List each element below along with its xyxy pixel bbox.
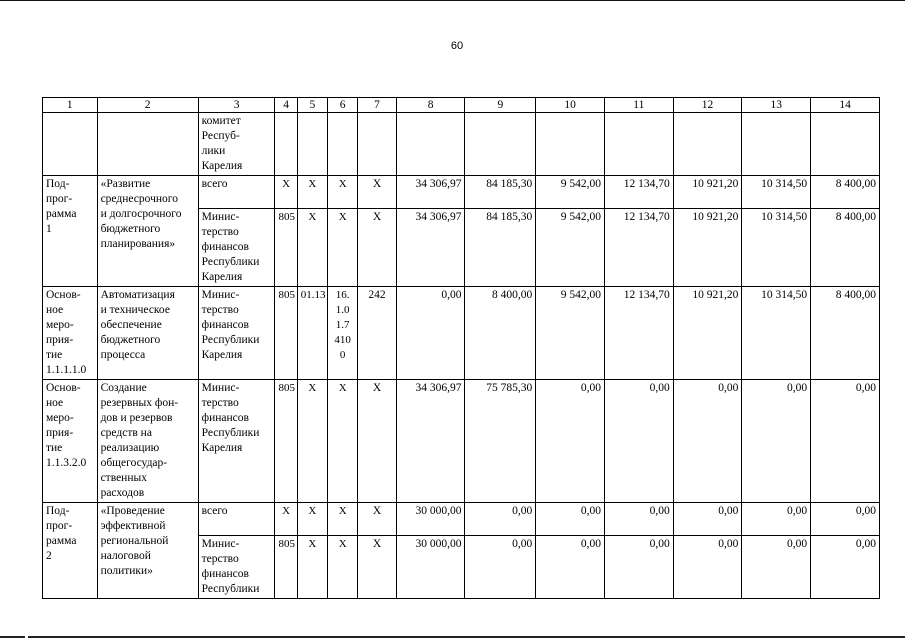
cell-name: «Развитие среднесрочного и долгосрочного бюджетного планирования»	[97, 176, 198, 287]
cell-responsible: Минис- терство финансов Республики Карелия	[198, 380, 275, 503]
scan-edge-top	[0, 0, 905, 1]
cell: Х	[275, 176, 297, 209]
cell-amount: 10 921,20	[673, 176, 742, 209]
cell-amount: 12 134,70	[604, 176, 673, 209]
cell-amount: 10 921,20	[673, 287, 742, 380]
cell: Х	[328, 380, 358, 503]
cell-amount: 75 785,30	[465, 380, 536, 503]
table-row-subprogram2-total	[43, 503, 880, 536]
cell: 16. 1.0 1.7 410 0	[328, 287, 358, 380]
cell: Х	[328, 503, 358, 536]
column-header: 10	[536, 98, 605, 113]
column-header: 2	[97, 98, 198, 113]
column-header: 14	[811, 98, 880, 113]
cell-amount: 12 134,70	[604, 287, 673, 380]
cell: Х	[297, 536, 327, 599]
cell-amount: 0,00	[396, 287, 465, 380]
cell-responsible: Минис- терство финансов Республики Карелия	[198, 209, 275, 287]
cell-code: Под- прог- рамма 2	[43, 503, 98, 599]
cell-amount: 0,00	[536, 503, 605, 536]
cell: 805	[275, 380, 297, 503]
column-header: 6	[328, 98, 358, 113]
cell-amount: 0,00	[604, 536, 673, 599]
cell-amount: 0,00	[673, 503, 742, 536]
cell	[43, 113, 98, 176]
cell-name: Автоматизация и техническое обеспечение бюджетного процесса	[97, 287, 198, 380]
table-row-measure-1-1-1-1	[43, 287, 880, 380]
table-row-measure-1-1-3-2	[43, 380, 880, 503]
column-header: 13	[742, 98, 811, 113]
cell-amount: 10 921,20	[673, 209, 742, 287]
cell: Х	[358, 176, 396, 209]
cell-amount: 0,00	[742, 503, 811, 536]
cell-amount: 0,00	[742, 380, 811, 503]
cell-amount: 34 306,97	[396, 209, 465, 287]
cell-amount: 30 000,00	[396, 536, 465, 599]
table-row-continuation	[43, 113, 880, 176]
cell-amount: 30 000,00	[396, 503, 465, 536]
cell-name: «Проведение эффективной региональной налоговой политики»	[97, 503, 198, 599]
cell-amount: 0,00	[742, 536, 811, 599]
cell: 805	[275, 287, 297, 380]
cell-amount: 10 314,50	[742, 287, 811, 380]
column-header: 1	[43, 98, 98, 113]
column-header: 4	[275, 98, 297, 113]
cell: Х	[297, 380, 327, 503]
cell: Х	[358, 536, 396, 599]
cell-amount: 0,00	[604, 380, 673, 503]
table-row-subprogram1-total	[43, 176, 880, 209]
cell: Х	[328, 536, 358, 599]
cell: Х	[358, 503, 396, 536]
cell-amount: 0,00	[811, 503, 880, 536]
cell-responsible: комитет Респуб- лики Карелия	[198, 113, 275, 176]
cell: Х	[297, 209, 327, 287]
cell-amount: 84 185,30	[465, 209, 536, 287]
cell-amount: 0,00	[811, 536, 880, 599]
cell-amount: 0,00	[604, 503, 673, 536]
scan-edge-bottom	[28, 636, 905, 638]
cell: Х	[297, 503, 327, 536]
cell: Х	[297, 176, 327, 209]
cell: 242	[358, 287, 396, 380]
cell-responsible: всего	[198, 503, 275, 536]
cell-amount: 10 314,50	[742, 209, 811, 287]
cell: Х	[328, 176, 358, 209]
cell-amount: 9 542,00	[536, 176, 605, 209]
column-header: 12	[673, 98, 742, 113]
column-header: 8	[396, 98, 465, 113]
cell-amount: 0,00	[465, 536, 536, 599]
cell-amount: 8 400,00	[811, 176, 880, 209]
cell: 805	[275, 536, 297, 599]
cell-amount: 8 400,00	[811, 287, 880, 380]
cell-code: Основ- ное меро- прия- тие 1.1.1.1.0	[43, 287, 98, 380]
cell-amount: 0,00	[673, 380, 742, 503]
column-header: 11	[604, 98, 673, 113]
cell-responsible: Минис- терство финансов Республики Карелия	[198, 287, 275, 380]
cell-code: Под- прог- рамма 1	[43, 176, 98, 287]
cell-responsible: Минис- терство финансов Республики	[198, 536, 275, 599]
cell-amount: 9 542,00	[536, 287, 605, 380]
column-header: 3	[198, 98, 275, 113]
column-header: 7	[358, 98, 396, 113]
cell-amount: 8 400,00	[811, 209, 880, 287]
cell-responsible: всего	[198, 176, 275, 209]
cell-amount: 34 306,97	[396, 176, 465, 209]
cell: 01.13	[297, 287, 327, 380]
cell-amount: 84 185,30	[465, 176, 536, 209]
cell-amount: 8 400,00	[465, 287, 536, 380]
cell-amount: 0,00	[465, 503, 536, 536]
cell-code: Основ- ное меро- прия- тие 1.1.3.2.0	[43, 380, 98, 503]
cell-name: Создание резервных фон- дов и резервов средств на реализацию общегосудар- ственных расходов	[97, 380, 198, 503]
page-number: 60	[450, 40, 464, 52]
cell: 805	[275, 209, 297, 287]
scan-edge-bottom-left	[0, 636, 25, 638]
cell-amount: 9 542,00	[536, 209, 605, 287]
cell	[97, 113, 198, 176]
cell-amount: 0,00	[673, 536, 742, 599]
cell-amount: 10 314,50	[742, 176, 811, 209]
cell-amount: 34 306,97	[396, 380, 465, 503]
column-header: 9	[465, 98, 536, 113]
cell: Х	[328, 209, 358, 287]
table-header-row	[43, 98, 880, 113]
cell: Х	[358, 380, 396, 503]
column-header: 5	[297, 98, 327, 113]
cell-amount: 0,00	[536, 380, 605, 503]
budget-table	[42, 97, 880, 599]
cell: Х	[358, 209, 396, 287]
cell-amount: 12 134,70	[604, 209, 673, 287]
cell-amount: 0,00	[811, 380, 880, 503]
cell-amount: 0,00	[536, 536, 605, 599]
cell: Х	[275, 503, 297, 536]
